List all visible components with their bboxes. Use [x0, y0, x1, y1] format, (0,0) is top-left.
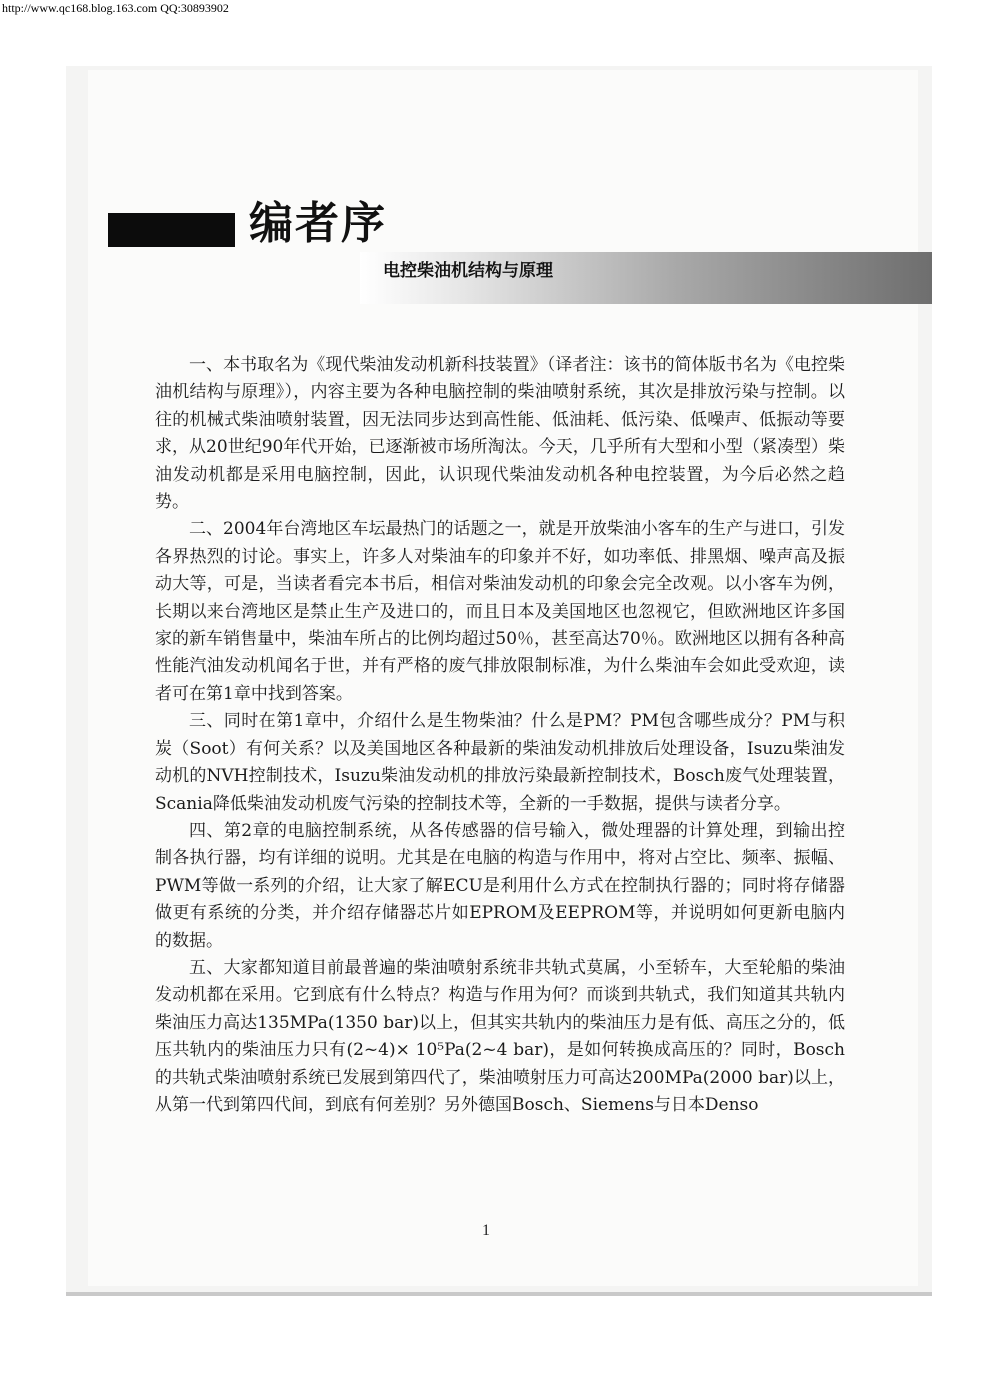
- paragraph-4: 四、第2章的电脑控制系统，从各传感器的信号输入，微处理器的计算处理，到输出控制各执行器，均有详细的说明。尤其是在电脑的构造与作用中，将对占空比、频率、振幅、PWM等做一系列的介绍，让大家了解ECU是利用什么方式在控制执行器的；同时将存储器做更有系统的分类，并介绍存储器芯片如EPROM及EEPROM等，并说明如何更新电脑内的数据。: [155, 820, 845, 951]
- paragraph-3: 三、同时在第1章中，介绍什么是生物柴油？什么是PM？PM包含哪些成分？PM与积炭（Soot）有何关系？以及美国地区各种最新的柴油发动机排放后处理设备，Isuzu柴油发动机的NVH控制技术，Isuzu柴油发动机的排放污染最新控制技术，Bosch废气处理装置，Scania降低柴油发动机废气污染的控制技术等，全新的一手数据，提供与读者分享。: [155, 711, 845, 814]
- page-number: 1: [482, 1222, 490, 1239]
- paragraph-5: 五、大家都知道目前最普遍的柴油喷射系统非共轨式莫属，小至轿车，大至轮船的柴油发动机都在采用。它到底有什么特点？构造与作用为何？而谈到共轨式，我们知道其共轨内柴油压力高达135MPa(1350 bar)以上，但其实共轨内的柴油压力是有低、高压之分的，低压共轨内的柴油压力只有(2~4)× 10⁵Pa(2~4 bar)，是如何转换成高压的？同时，Bosch的共轨式柴油喷射系统已发展到第四代了，柴油喷射压力可高达200MPa(2000 bar)以上，从第一代到第四代间，到底有何差别？另外德国Bosch、Siemens与日本Denso: [155, 957, 845, 1115]
- paragraph-1: 一、本书取名为《现代柴油发动机新科技装置》（译者注：该书的简体版书名为《电控柴油机结构与原理》），内容主要为各种电脑控制的柴油喷射系统，其次是排放污染与控制。以往的机械式柴油喷射装置，因无法同步达到高性能、低油耗、低污染、低噪声、低振动等要求，从20世纪90年代开始，已逐渐被市场所淘汰。今天，几乎所有大型和小型（紧凑型）柴油发动机都是采用电脑控制，因此，认识现代柴油发动机各种电控装置，为今后必然之趋势。: [155, 355, 845, 513]
- book-subtitle: 电控柴油机结构与原理: [383, 261, 553, 281]
- scan-bottom-edge: [66, 1292, 932, 1296]
- page-title: 编者序: [249, 198, 387, 249]
- title-decoration-bar: [108, 213, 235, 247]
- body-text: [155, 352, 845, 1119]
- paragraph-2: 二、2004年台湾地区车坛最热门的话题之一，就是开放柴油小客车的生产与进口，引发各界热烈的讨论。事实上，许多人对柴油车的印象并不好，如功率低、排黑烟、噪声高及振动大等，可是，当读者看完本书后，相信对柴油发动机的印象会完全改观。以小客车为例，长期以来台湾地区是禁止生产及进口的，而且日本及美国地区也忽视它，但欧洲地区许多国家的新车销售量中，柴油车所占的比例均超过50％，甚至高达70％。欧洲地区以拥有各种高性能汽油发动机闻名于世，并有严格的废气排放限制标准，为什么柴油车会如此受欢迎，读者可在第1章中找到答案。: [155, 519, 845, 704]
- watermark-url: http://www.qc168.blog.163.com QQ:30893902: [2, 1, 229, 15]
